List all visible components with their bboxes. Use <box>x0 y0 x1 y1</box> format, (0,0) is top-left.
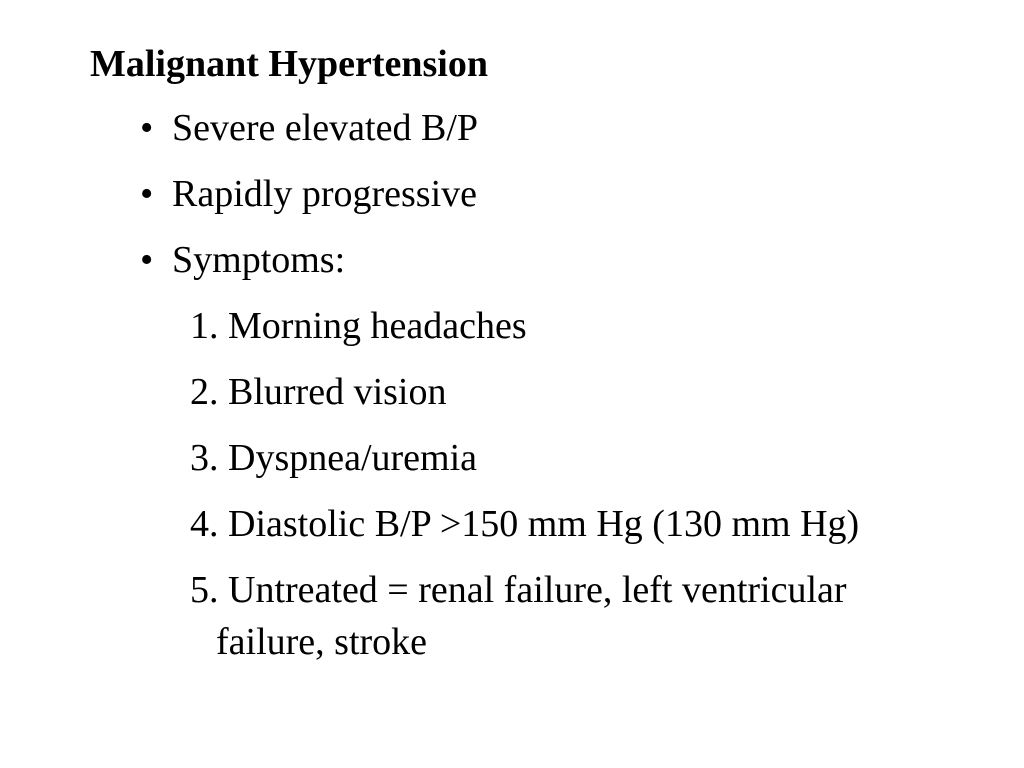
symptom-item: 2. Blurred vision <box>190 371 447 413</box>
bullet-list <box>140 102 478 300</box>
bullet-item <box>140 168 478 220</box>
symptom-list <box>190 300 930 682</box>
symptom-item: 3. Dyspnea/uremia <box>190 437 478 479</box>
bullet-marker: • <box>140 173 154 215</box>
slide-title: Malignant Hypertension <box>90 43 488 85</box>
symptom-item: 4. Diastolic B/P >150 mm Hg (130 mm Hg) <box>190 503 860 545</box>
symptom-item: 5. Untreated = renal failure, left ventricular failure, stroke <box>190 569 847 663</box>
bullet-marker: • <box>140 239 154 281</box>
bullet-text: Symptoms: <box>172 239 346 281</box>
bullet-marker: • <box>140 107 154 149</box>
bullet-item <box>140 102 478 154</box>
bullet-item <box>140 234 478 286</box>
bullet-text: Rapidly progressive <box>172 173 478 215</box>
symptom-item: 1. Morning headaches <box>190 305 527 347</box>
bullet-text: Severe elevated B/P <box>172 107 479 149</box>
